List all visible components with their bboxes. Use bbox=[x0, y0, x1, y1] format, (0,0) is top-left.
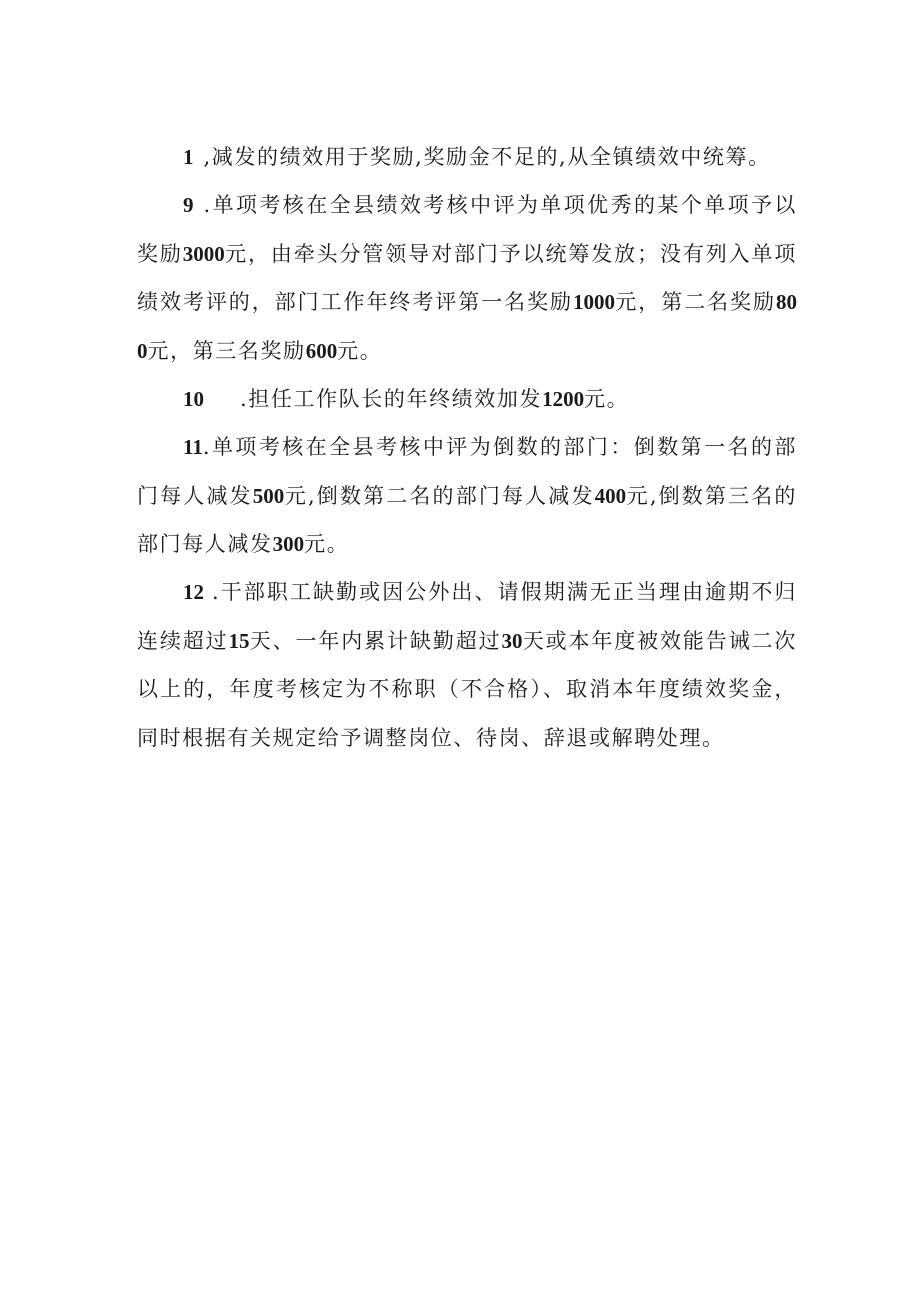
inline-number: 1000 bbox=[573, 290, 616, 314]
inline-number: 600 bbox=[305, 338, 338, 363]
paragraph-item-8 bbox=[137, 133, 797, 182]
paragraph-item-9 bbox=[137, 181, 797, 375]
paragraph-number: 10 bbox=[183, 387, 204, 411]
paragraph-text: ,减发的绩效用于奖励,奖励金不足的,从全镇绩效中统筹。 bbox=[203, 145, 771, 169]
paragraph-number: 11 bbox=[183, 435, 203, 459]
paragraph-item-10 bbox=[137, 375, 797, 424]
inline-number: 15 bbox=[228, 628, 250, 653]
paragraph-text: .单项考核在全县绩效考核中评为单项优秀的某个单项予以奖励3000元，由牵头分管领导对部门予以统筹发放；没有列入单项绩效考评的，部门工作年终考评第一名奖励1000元，第二名奖励800元，第三名奖励600元。 bbox=[137, 193, 797, 363]
paragraph-item-11 bbox=[137, 423, 797, 569]
inline-number: 3000 bbox=[182, 241, 225, 266]
inline-number: 400 bbox=[594, 483, 627, 508]
paragraph-text: .担任工作队长的年终绩效加发1200元。 bbox=[240, 387, 630, 411]
inline-number: 800 bbox=[137, 290, 797, 363]
paragraph-number: 9 bbox=[183, 193, 194, 217]
inline-number: 500 bbox=[252, 483, 285, 508]
paragraph-number: 1 bbox=[183, 145, 194, 169]
paragraph-text: .单项考核在全县考核中评为倒数的部门：倒数第一名的部门每人减发500元,倒数第二名的部门每人减发400元,倒数第三名的部门每人减发300元。 bbox=[137, 435, 798, 556]
paragraph-number: 12 bbox=[183, 580, 204, 604]
paragraph-text: .干部职工缺勤或因公外出、请假期满无正当理由逾期不归连续超过15天、一年内累计缺勤超过30天或本年度被效能告诫二次以上的，年度考核定为不称职（不合格）、取消本年度绩效奖金，同时根据有关规定给予调整岗位、待岗、辞退或解聘处理。 bbox=[137, 580, 797, 750]
paragraph-item-12 bbox=[137, 568, 797, 762]
inline-number: 300 bbox=[272, 532, 305, 556]
inline-number: 1200 bbox=[542, 387, 585, 411]
inline-number: 30 bbox=[501, 628, 523, 653]
